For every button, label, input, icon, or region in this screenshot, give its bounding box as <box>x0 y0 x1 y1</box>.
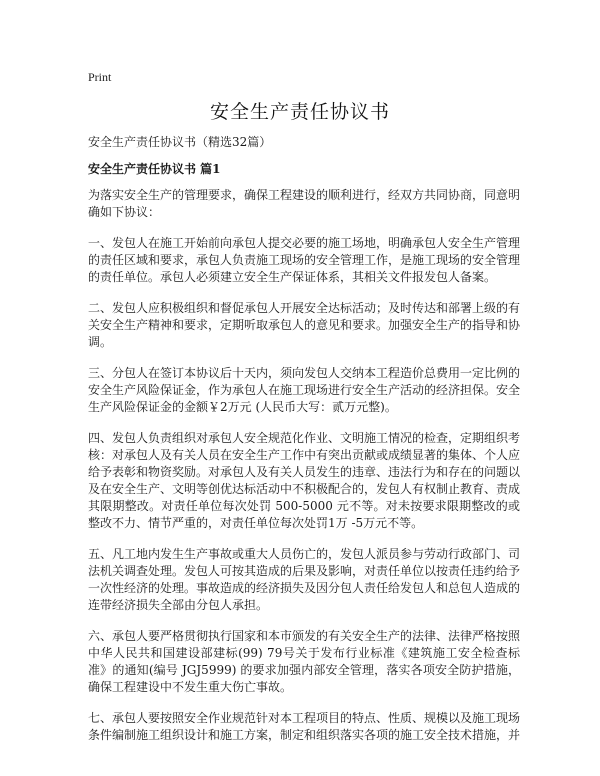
paragraph-clause-6: 六、承包人要严格贯彻执行国家和本市颁发的有关安全生产的法律、法律严格按照中华人民共和国建设部建标(99) 79号关于发布行业标准《建筑施工安全检查标准》的通知(编号 JGJ5999) 的要求加强内部安全管理，落实各项安全防护措施，确保工程建设中不发生重大伤亡事故。 <box>88 629 521 694</box>
document-body <box>88 134 520 758</box>
paragraph-clause-7: 七、承包人要按照安全作业规范针对本工程项目的特点、性质、规模以及施工现场条件编制施工组织设计和施工方案，制定和组织落实各项的施工安全技术措施，并 <box>88 711 521 742</box>
document-title: 安全生产责任协议书 <box>209 101 390 123</box>
print-link[interactable]: Print <box>88 70 112 84</box>
paragraph-clause-3: 三、分包人在签订本协议后十天内，须向发包人交纳本工程造价总费用一定比例的安全生产风险保证金，作为承包人在施工现场进行安全生产活动的经济担保。安全生产风险保证金的金额￥2万元 (人民币大写：贰万元整)。 <box>88 366 521 414</box>
section-heading: 安全生产责任协议书 篇1 <box>88 162 221 176</box>
document-subtitle: 安全生产责任协议书（精选32篇） <box>88 135 272 149</box>
paragraph-clause-1: 一、发包人在施工开始前向承包人提交必要的施工场地，明确承包人安全生产管理的责任区域和要求，承包人负责施工现场的安全管理工作，是施工现场的安全管理的责任单位。承包人必须建立安全生产保证体系，其相关文件报发包人备案。 <box>88 236 521 284</box>
paragraph-clause-4: 四、发包人负责组织对承包人安全规范化作业、文明施工情况的检查，定期组织考核：对承包人及有关人员在安全生产工作中有突出贡献或成绩显著的集体、个人应给予表彰和物资奖励。对承包人及有关人员发生的违章、违法行为和存在的问题以及在安全生产、文明等创优达标活动中不积极配合的，发包人有权制止教育、责成其限期整改。对责任单位每次处罚 500-5000 元不等。对未按要求限期整改的或整改不力、情节严重的，对责任单位每次处罚1万 -5万元不等。 <box>88 431 521 530</box>
paragraph-clause-5: 五、凡工地内发生生产事故或重大人员伤亡的，发包人派员参与劳动行政部门、司法机关调查处理。发包人可按其造成的后果及影响，对责任单位以按责任违约给予一次性经济的处理。事故造成的经济损失及因分包人责任给发包人和总包人造成的连带经济损失全部由分包人承担。 <box>88 547 521 612</box>
paragraph-clause-2: 二、发包人应积极组织和督促承包人开展安全达标活动；及时传达和部署上级的有关安全生产精神和要求，定期听取承包人的意见和要求。加强安全生产的指导和协调。 <box>88 301 521 349</box>
paragraph-intro: 为落实安全生产的管理要求，确保工程建设的顺利进行，经双方共同协商，同意明确如下协议： <box>88 188 521 219</box>
